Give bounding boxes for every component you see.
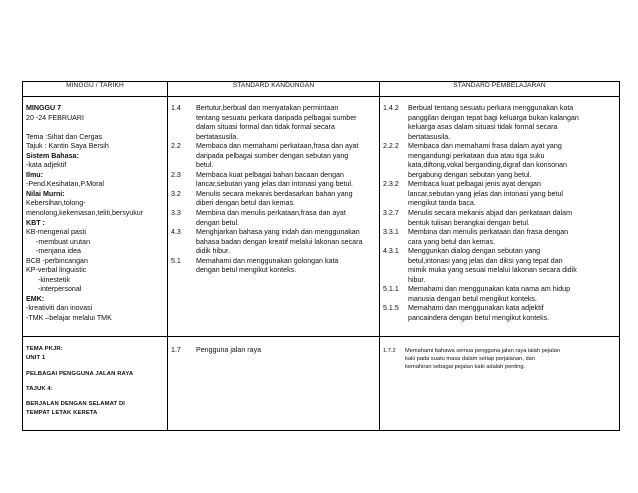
nilai-murni-label: Nilai Murni:	[26, 189, 65, 198]
pkjr-unit: UNIT 1	[26, 355, 46, 362]
standard-pembelajaran-item-text-line: mimik muka yang sesuai melalui lakonan secara didik	[408, 266, 577, 275]
standard-kandungan-item-text-line: didik hibur.	[196, 247, 230, 256]
standard-pembelajaran-item-number: 3.2.7	[383, 209, 399, 218]
pkjr-pembelajaran-item-text-line: kemahiran sebagai pejalan kaki adalah penting.	[405, 364, 526, 371]
date-range: 20 -24 FEBRUARI	[26, 113, 84, 122]
nilai-murni-value-2: menolong,kekemasan,teliti,bersyukur	[26, 208, 144, 217]
standard-pembelajaran-item-text-line: mengandungi perkataan dua atau tiga suku	[408, 151, 545, 160]
standard-kandungan-item-number: 5.1	[171, 256, 181, 265]
standard-kandungan-item-number: 3.2	[171, 189, 181, 198]
standard-pembelajaran-item-text-line: Membaca dan memahami frasa dalam ayat yang	[408, 142, 562, 151]
standard-kandungan-item	[171, 104, 379, 142]
standard-pembelajaran-item-text-line: kata,diftong,vokal berganding,digraf dan konsonan	[408, 161, 567, 170]
standard-pembelajaran-item	[383, 247, 619, 285]
pkjr-tajuk-title-1: BERJALAN DENGAN SELAMAT DI	[26, 401, 126, 408]
standard-kandungan-item-text-line: bertatasusila.	[196, 132, 239, 141]
pkjr-kandungan-cell	[168, 337, 380, 431]
standard-pembelajaran-item-text-line: Menulis secara mekanis abjad dan perkataan dalam	[408, 209, 573, 218]
pkjr-pembelajaran-item-text-line: Memahami bahawa semua pengguna jalan raya ialah pejalan	[405, 348, 560, 354]
standard-pembelajaran-item	[383, 104, 619, 142]
standard-pembelajaran-item-text-line: pancaindera dengan betul mengikut konteks.	[408, 314, 550, 323]
header-minggu-tarikh: MINGGU / TARIKH	[23, 82, 168, 97]
kbt-item-6: -kinestetik	[38, 275, 70, 284]
sistem-bahasa-label: Sistem Bahasa:	[26, 151, 79, 160]
kbt-label: KBT :	[26, 218, 45, 227]
standard-pembelajaran-item-text-line: Menggunkan dialog dengan sebutan yang	[408, 247, 541, 256]
pkjr-kandungan-item-text-line: Pengguna jalan raya	[196, 346, 262, 354]
standard-pembelajaran-item-text-line: betul,intonasi yang jelas dan diksi yang tepat dan	[408, 256, 563, 265]
standard-kandungan-item-number: 3.3	[171, 209, 181, 218]
standard-pembelajaran-item-text-line: panggilan dengan tepat bagi keluarga bukan kalangan	[408, 113, 579, 122]
ilmu-value: -Pend.Kesihatan,P.Moral	[26, 180, 104, 189]
standard-kandungan-item-text-line: Membina dan menulis perkataan,frasa dan ayat	[196, 209, 346, 218]
standard-kandungan-item-number: 4.3	[171, 228, 181, 237]
pkjr-info-cell	[23, 337, 168, 431]
pkjr-kandungan-item	[171, 346, 379, 356]
header-standard-kandungan: STANDARD KANDUNGAN	[168, 82, 380, 97]
pkjr-pembelajaran-cell	[380, 337, 620, 431]
kbt-item-7: -interpersonal	[38, 285, 82, 294]
standard-pembelajaran-item-number: 1.4.2	[383, 104, 399, 112]
standard-kandungan-item	[171, 228, 379, 257]
pkjr-tema: TEMA PKJR:	[26, 346, 63, 352]
ilmu-label: Ilmu:	[26, 170, 43, 179]
lesson-plan-table	[22, 81, 620, 431]
sistem-bahasa-value: -kata adjektif	[26, 161, 67, 170]
tajuk-line: Tajuk : Kantin Saya Bersih	[26, 142, 109, 151]
standard-kandungan-item-text-line: Bertutur,berbual dan menyatakan permintaan	[196, 104, 339, 112]
standard-kandungan-item-number: 2.2	[171, 142, 181, 151]
standard-kandungan-item-text-line: betul.	[196, 161, 214, 170]
kbt-item-2: -membuat urutan	[36, 237, 91, 246]
emk-label: EMK:	[26, 294, 45, 303]
standard-kandungan-item-text-line: Membaca dan memahami perkataan,frasa dan ayat	[196, 142, 359, 151]
standard-kandungan-item	[171, 171, 379, 190]
header-standard-pembelajaran: STANDARD PEMBELAJARAN	[380, 82, 620, 97]
standard-kandungan-item-text-line: Menulis secara mekanis berdasarkan bahan yang	[196, 189, 353, 198]
emk-item-2: -TMK –belajar melalui TMK	[26, 313, 112, 322]
pkjr-tajuk-title-2: TEMPAT LETAK KERETA	[26, 410, 98, 417]
pkjr-pembelajaran-item-number: 1.7.2	[383, 348, 396, 354]
standard-pembelajaran-item-text-line: Memahami dan menggunakan kata adjektif	[408, 304, 544, 313]
pkjr-unit-title: PELBAGAI PENGGUNA JALAN RAYA	[26, 370, 134, 377]
kbt-item-3: -menjana idea	[36, 247, 81, 256]
emk-item-1: -kreativiti dan inovasi	[26, 304, 93, 313]
kbt-item-4: BCB -perbincangan	[26, 256, 88, 265]
standard-kandungan-item-text-line: diberi dengan betul dan kemas.	[196, 199, 295, 208]
pkjr-kandungan-item-number: 1.7	[171, 346, 181, 354]
standard-kandungan-item-text-line: Membaca kuat pelbagai bahan bacaan dengan	[196, 170, 344, 179]
standard-pembelajaran-item-text-line: manusia dengan betul mengikut konteks.	[408, 294, 537, 303]
standard-kandungan-item-number: 1.4	[171, 104, 181, 112]
standard-kandungan-item	[171, 190, 379, 209]
standard-pembelajaran-item-text-line: Berbual tentang sesuatu perkara menggunakan kata	[408, 104, 574, 112]
standard-pembelajaran-item-text-line: lancar,sebutan yang jelas dan intonasi yang betul	[408, 189, 563, 198]
standard-pembelajaran-item-text-line: bergabung dengan sebutan yang betul.	[408, 170, 532, 179]
standard-kandungan-item	[171, 257, 379, 276]
standard-kandungan-item-text-line: Memahami dan menggunakan golongan kata	[196, 256, 339, 265]
standard-pembelajaran-item	[383, 209, 619, 228]
standard-kandungan-item-text-line: bahasa badan dengan kreatif melalui lakonan secara	[196, 237, 363, 246]
standard-kandungan-item	[171, 142, 379, 171]
standard-pembelajaran-item-text-line: mengikut tanda baca.	[408, 199, 476, 208]
pkjr-tajuk: TAJUK 4:	[26, 385, 53, 392]
standard-pembelajaran-cell	[380, 97, 620, 337]
standard-kandungan-item-text-line: Menghjarkan bahasa yang indah dan menggunakan	[196, 228, 360, 237]
header-row	[23, 82, 620, 97]
standard-kandungan-item-text-line: tentang sesuatu perkara daripada pelbagai sumber	[196, 113, 357, 122]
standard-pembelajaran-item-text-line: cara yang betul dan kemas.	[408, 237, 496, 246]
standard-pembelajaran-item-number: 5.1.1	[383, 285, 399, 294]
standard-kandungan-item-number: 2.3	[171, 170, 181, 179]
week-row	[23, 97, 620, 337]
standard-kandungan-item-text-line: daripada pelbagai sumber dengan sebutan yang	[196, 151, 349, 160]
standard-pembelajaran-item-number: 2.3.2	[383, 180, 399, 189]
standard-pembelajaran-item	[383, 142, 619, 180]
standard-kandungan-item-text-line: dengan betul.	[196, 218, 239, 227]
standard-kandungan-item-text-line: dengan betul mengikut konteks.	[196, 266, 297, 275]
week-label: MINGGU 7	[26, 104, 62, 112]
standard-pembelajaran-item-text-line: hibur.	[408, 275, 426, 284]
kbt-item-5: KP-verbal linguistic	[26, 266, 87, 275]
pkjr-row	[23, 337, 620, 431]
kbt-item-1: KB-mengenal pasti	[26, 228, 86, 237]
pkjr-pembelajaran-item-text-line: kaki pada suatu masa dalam setiap perjalanan, dan	[405, 356, 535, 363]
standard-kandungan-item	[171, 209, 379, 228]
standard-pembelajaran-item-number: 2.2.2	[383, 142, 399, 151]
tema-line: Tema :Sihat dan Cergas	[26, 132, 103, 141]
week-info-cell	[23, 97, 168, 337]
standard-pembelajaran-item-text-line: Membaca kuat pelbagai jenis ayat dengan	[408, 180, 541, 189]
pkjr-pembelajaran-item	[383, 347, 619, 371]
standard-pembelajaran-item-text-line: bertatasusila.	[408, 132, 451, 141]
nilai-murni-value-1: Kebersihan,tolong-	[26, 199, 86, 208]
standard-pembelajaran-item-number: 4.3.1	[383, 247, 399, 256]
standard-pembelajaran-item-text-line: keluarga asas dalam situasi tidak formal secara	[408, 123, 558, 132]
standard-kandungan-item-text-line: lancar,sebutan yang jelas dan intonasi yang betul.	[196, 180, 353, 189]
standard-pembelajaran-item	[383, 180, 619, 209]
standard-pembelajaran-item-text-line: bentuk tulisan berangkai dengan betul.	[408, 218, 530, 227]
standard-pembelajaran-item-text-line: Membina dan menulis perkataan dan frasa dengan	[408, 228, 569, 237]
standard-pembelajaran-item	[383, 228, 619, 247]
standard-pembelajaran-item	[383, 285, 619, 304]
standard-pembelajaran-item-number: 3.3.1	[383, 228, 399, 237]
standard-pembelajaran-item-text-line: Memahami dan menggunakan kata nama am hidup	[408, 285, 571, 294]
standard-pembelajaran-item-number: 5.1.5	[383, 304, 399, 313]
standard-kandungan-item-text-line: dalam situasi formal dan tidak formal secara	[196, 123, 335, 132]
standard-kandungan-cell	[168, 97, 380, 337]
standard-pembelajaran-item	[383, 304, 619, 323]
